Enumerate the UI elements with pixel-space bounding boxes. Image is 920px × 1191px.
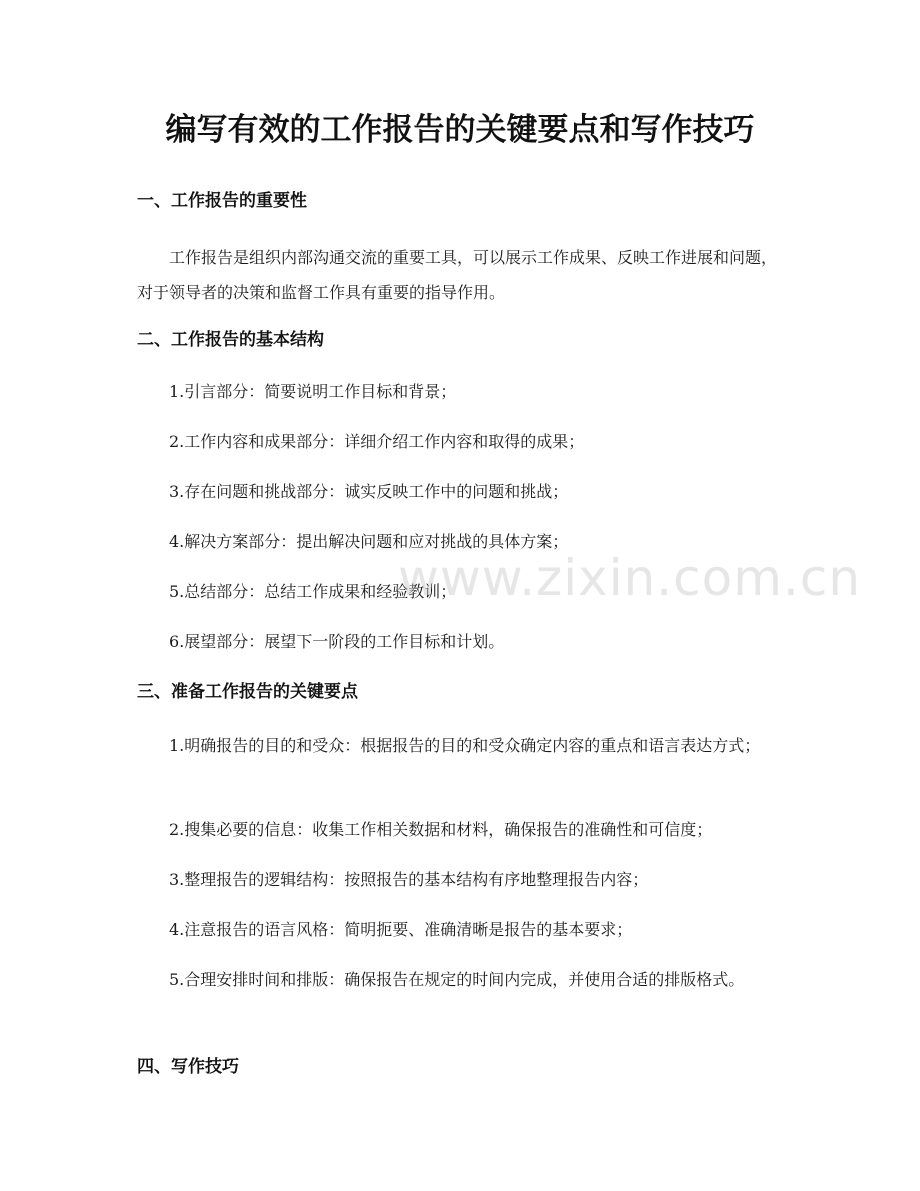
section-2-item-6: 6.展望部分：展望下一阶段的工作目标和计划。 [169, 632, 505, 651]
section-heading-4: 四、写作技巧 [137, 1057, 239, 1077]
section-heading-3: 三、准备工作报告的关键要点 [137, 682, 358, 702]
section-2-item-4: 4.解决方案部分：提出解决问题和应对挑战的具体方案； [169, 532, 569, 551]
section-2-item-1: 1.引言部分：简要说明工作目标和背景； [169, 382, 457, 401]
section-3-item-5: 5.合理安排时间和排版：确保报告在规定的时间内完成，并使用合适的排版格式。 [169, 970, 745, 989]
watermark: www.zixin.com.cn [398, 549, 862, 607]
document-title: 编写有效的工作报告的关键要点和写作技巧 [165, 112, 755, 148]
section-3-item-1: 1.明确报告的目的和受众：根据报告的目的和受众确定内容的重点和语言表达方式； [169, 736, 761, 755]
section-1-paragraph: 工作报告是组织内部沟通交流的重要工具，可以展示工作成果、反映工作进展和问题，对于领导者的决策和监督工作具有重要的指导作用。 [137, 248, 778, 302]
section-heading-2: 二、工作报告的基本结构 [137, 330, 324, 350]
section-2-item-2: 2.工作内容和成果部分：详细介绍工作内容和取得的成果； [169, 432, 585, 451]
section-2-item-3: 3.存在问题和挑战部分：诚实反映工作中的问题和挑战； [169, 482, 569, 501]
section-2-item-5: 5.总结部分：总结工作成果和经验教训； [169, 582, 457, 601]
section-3-item-3: 3.整理报告的逻辑结构：按照报告的基本结构有序地整理报告内容； [169, 870, 649, 889]
section-heading-1: 一、工作报告的重要性 [137, 191, 307, 211]
section-3-item-2: 2.搜集必要的信息：收集工作相关数据和材料，确保报告的准确性和可信度； [169, 820, 713, 839]
section-3-item-4: 4.注意报告的语言风格：简明扼要、准确清晰是报告的基本要求； [169, 920, 633, 939]
